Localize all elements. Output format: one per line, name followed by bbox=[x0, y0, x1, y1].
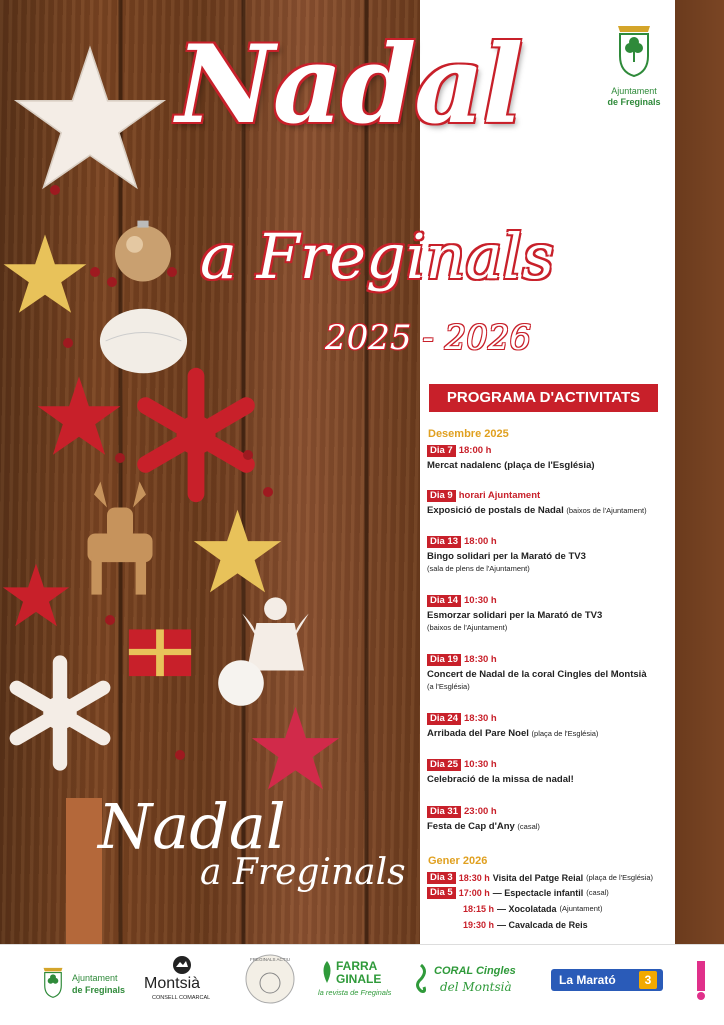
event-day: Dia 14 bbox=[427, 595, 461, 607]
town-name: de Freginals bbox=[607, 97, 661, 107]
event-time: 10:30 h bbox=[464, 759, 497, 770]
marato-logo bbox=[551, 969, 663, 991]
footer-coral-1: CORAL Cingles bbox=[434, 965, 516, 977]
event-item bbox=[427, 712, 671, 740]
event-time: 18:00 h bbox=[458, 445, 492, 456]
footer-farra-sub: la revista de Freginals bbox=[318, 988, 392, 997]
event-time: 18:30 h bbox=[458, 872, 490, 883]
event-item bbox=[427, 653, 671, 693]
event-day: Dia 13 bbox=[427, 536, 461, 548]
town-crest-icon bbox=[40, 965, 66, 999]
town-label: Ajuntament bbox=[611, 86, 657, 96]
side-logo-icon bbox=[693, 961, 709, 1001]
event-time: 18:30 h bbox=[464, 654, 497, 665]
montsia-logo-icon bbox=[172, 955, 192, 975]
event-note: (baixos de l'Ajuntament) bbox=[427, 623, 508, 632]
event-desc: Festa de Cap d'Any bbox=[427, 821, 515, 832]
event-line bbox=[427, 871, 675, 884]
month-heading-december: Desembre 2025 bbox=[428, 428, 509, 440]
title-sub: a Freginals bbox=[200, 220, 555, 293]
event-item bbox=[427, 758, 671, 786]
farra-logo-icon bbox=[318, 959, 336, 985]
event-desc: Mercat nadalenc (plaça de l'Església) bbox=[427, 460, 595, 471]
event-note: (baixos de l'Ajuntament) bbox=[566, 506, 647, 515]
title-main: Nadal bbox=[176, 22, 522, 148]
footer-montsia: Montsià bbox=[144, 975, 201, 992]
event-day: Dia 19 bbox=[427, 654, 461, 666]
event-day: Dia 5 bbox=[427, 887, 456, 899]
footer-ajuntament: Ajuntament bbox=[72, 973, 118, 983]
event-day: Dia 24 bbox=[427, 713, 461, 725]
event-note: (plaça de l'Església) bbox=[586, 873, 654, 882]
program-heading: PROGRAMA D'ACTIVITATS bbox=[429, 384, 658, 412]
footer-ginale: GINALE bbox=[336, 972, 382, 986]
event-desc: Concert de Nadal de la coral Cingles del Montsià bbox=[427, 669, 647, 680]
event-note: (a l'Església) bbox=[427, 682, 470, 691]
event-item bbox=[427, 489, 671, 517]
treble-clef-icon bbox=[410, 963, 432, 997]
event-desc: — Xocolatada bbox=[497, 903, 557, 914]
event-day: Dia 3 bbox=[427, 872, 456, 884]
event-item bbox=[427, 594, 671, 634]
event-time: 18:15 h bbox=[463, 903, 495, 914]
footer-marato: La Marató bbox=[559, 973, 616, 987]
town-crest-icon bbox=[612, 22, 656, 78]
title-years: 2025 - 2026 bbox=[325, 318, 532, 358]
event-desc: Esmorzar solidari per la Marató de TV3 bbox=[427, 610, 603, 621]
event-note: (plaça de l'Església) bbox=[531, 729, 599, 738]
event-item bbox=[427, 444, 671, 472]
event-desc: — Espectacle infantil bbox=[492, 887, 584, 898]
event-time: 17:00 h bbox=[458, 887, 490, 898]
event-note: (casal) bbox=[586, 888, 609, 897]
event-desc: Celebració de la missa de nadal! bbox=[427, 774, 574, 785]
event-line bbox=[463, 918, 673, 931]
event-note: (casal) bbox=[517, 822, 540, 831]
event-time: 19:30 h bbox=[463, 919, 495, 930]
event-time: 18:00 h bbox=[464, 536, 497, 547]
event-day: Dia 9 bbox=[427, 490, 456, 502]
footer-farra: FARRA bbox=[336, 959, 378, 973]
event-line bbox=[427, 886, 675, 899]
event-desc: Visita del Patge Reial bbox=[492, 872, 584, 883]
event-item bbox=[427, 535, 671, 575]
event-time: 10:30 h bbox=[464, 595, 497, 606]
event-day: Dia 7 bbox=[427, 445, 456, 457]
event-desc: Bingo solidari per la Marató de TV3 bbox=[427, 551, 586, 562]
event-day: Dia 25 bbox=[427, 759, 461, 771]
month-heading-january: Gener 2026 bbox=[428, 855, 488, 867]
footer-freginals: de Freginals bbox=[72, 985, 126, 995]
event-note: (sala de plens de l'Ajuntament) bbox=[427, 564, 530, 573]
bottom-title-sub: a Freginals bbox=[200, 852, 406, 893]
event-time: 23:00 h bbox=[464, 806, 497, 817]
sponsor-footer bbox=[0, 944, 724, 1025]
event-desc: Exposició de postals de Nadal bbox=[427, 505, 564, 516]
event-item bbox=[427, 805, 671, 833]
footer-coral-2: del Montsià bbox=[440, 980, 512, 994]
footer-montsia-sub: CONSELL COMARCAL bbox=[152, 995, 211, 1001]
wood-right-edge bbox=[675, 0, 724, 944]
bottom-title-main: Nadal bbox=[98, 790, 286, 863]
event-day: Dia 31 bbox=[427, 806, 461, 818]
event-time: 18:30 h bbox=[464, 713, 497, 724]
event-desc: Arribada del Pare Noel bbox=[427, 728, 529, 739]
footer-seal-text: FREGINALS ACTIU bbox=[249, 957, 290, 962]
event-line bbox=[463, 902, 673, 915]
footer-marato-num: 3 bbox=[639, 971, 657, 989]
event-desc: — Cavalcada de Reis bbox=[497, 919, 588, 930]
event-note: (Ajuntament) bbox=[559, 904, 603, 913]
event-time: horari Ajuntament bbox=[458, 490, 541, 501]
